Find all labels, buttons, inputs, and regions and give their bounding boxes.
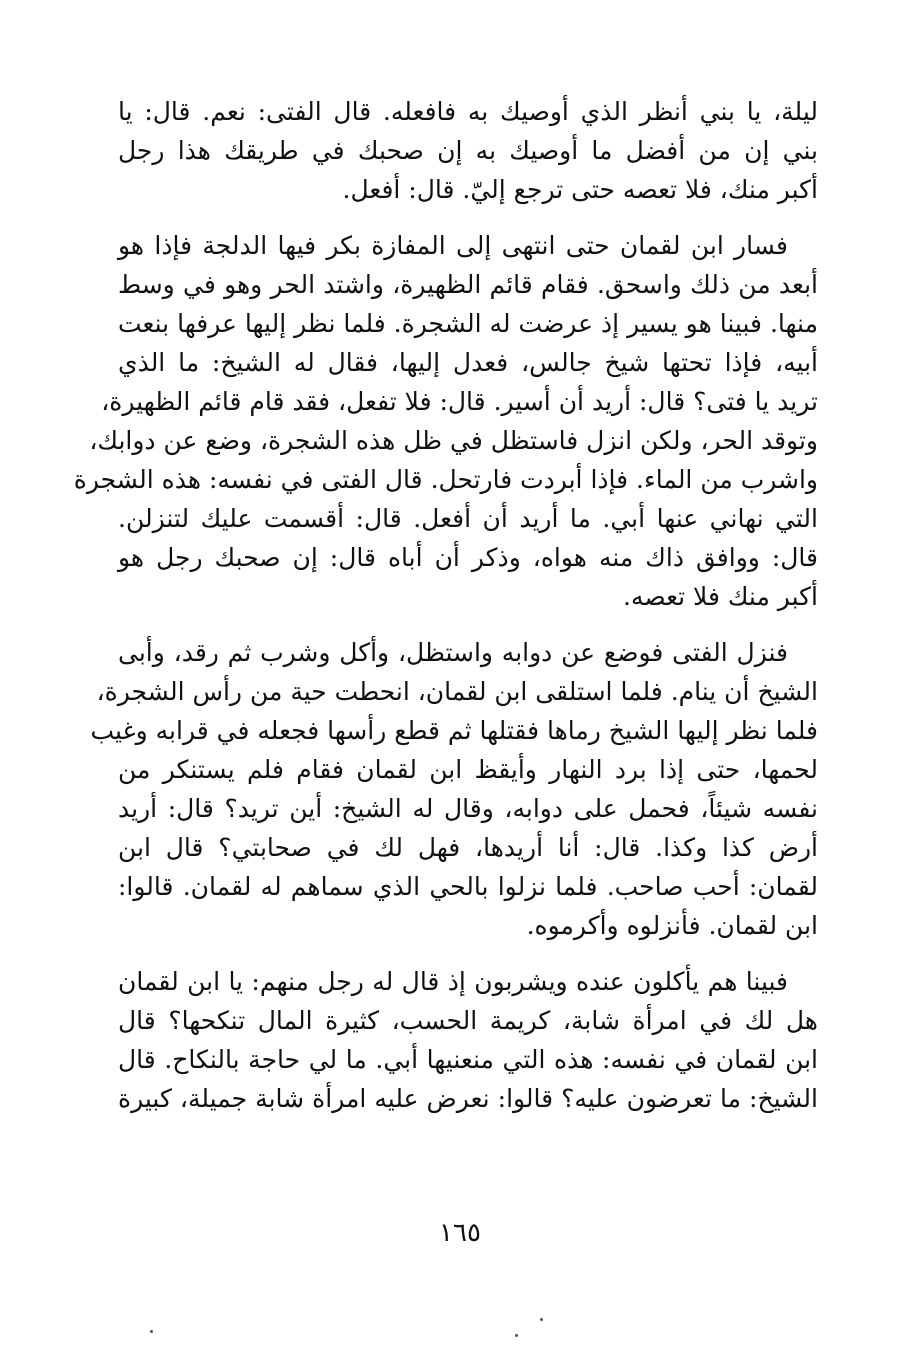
text-line: أبعد من ذلك واسحق. فقام قائم الظهيرة، واشتد الحر وهو في وسط (118, 270, 818, 299)
text-line: أكبر منك فلا تعصه. (623, 582, 818, 611)
paragraph-4 (118, 962, 818, 1118)
text-line: لقمان: أحب صاحب. فلما نزلوا بالحي الذي سماهم له لقمان. قالوا: (118, 872, 818, 901)
text-line: وتوقد الحر، ولكن انزل فاستظل في ظل هذه الشجرة، وضع عن دوابك، (89, 426, 818, 455)
scan-speck (150, 1330, 153, 1333)
paragraph-2 (73, 226, 818, 616)
text-line: تريد يا فتى؟ قال: أريد أن أسير. قال: فلا تفعل، فقد قام قائم الظهيرة، (101, 387, 818, 416)
text-line: منها. فبينا هو يسير إذ عرضت له الشجرة. فلما نظر إليها عرفها بنعت (118, 309, 818, 338)
body-text (73, 92, 818, 1135)
paragraph-1 (118, 92, 818, 209)
text-line: نفسه شيئاً، فحمل على دوابه، وقال له الشيخ: أين تريد؟ قال: أريد (118, 794, 818, 823)
text-line: هل لك في امرأة شابة، كريمة الحسب، كثيرة المال تنكحها؟ قال (118, 1006, 818, 1035)
text-line: بني إن من أفضل ما أوصيك به إن صحبك في طريقك هذا رجل (118, 136, 818, 165)
paragraph-3 (90, 633, 818, 945)
scan-speck (515, 1334, 518, 1337)
text-line: لحمها، حتى إذا برد النهار وأيقظ ابن لقمان فقام فلم يستنكر من (118, 755, 818, 784)
text-line: الشيخ: ما تعرضون عليه؟ قالوا: نعرض عليه امرأة شابة جميلة، كبيرة (118, 1084, 818, 1113)
text-line: ابن لقمان. فأنزلوه وأكرموه. (526, 911, 818, 940)
text-line: أكبر منك، فلا تعصه حتى ترجع إليّ. قال: أفعل. (342, 175, 818, 204)
text-line: أرض كذا وكذا. قال: أنا أريدها، فهل لك في صحابتي؟ قال ابن (118, 833, 818, 862)
text-line: قال: ووافق ذاك منه هواه، وذكر أن أباه قال: إن صحبك رجل هو (118, 543, 818, 572)
page-number: ١٦٥ (439, 1218, 481, 1248)
text-line: فسار ابن لقمان حتى انتهى إلى المفازة بكر فيها الدلجة فإذا هو (118, 231, 788, 260)
text-line: ليلة، يا بني أنظر الذي أوصيك به فافعله. قال الفتى: نعم. قال: يا (118, 97, 818, 126)
text-line: التي نهاني عنها أبي. ما أريد أن أفعل. قال: أقسمت عليك لتنزلن. (118, 504, 818, 533)
text-line: أبيه، فإذا تحتها شيخ جالس، فعدل إليها، فقال له الشيخ: ما الذي (118, 348, 818, 377)
text-line: ابن لقمان في نفسه: هذه التي منعنيها أبي. ما لي حاجة بالنكاح. قال (118, 1045, 818, 1074)
scan-speck (540, 1318, 543, 1321)
text-line: واشرب من الماء. فإذا أبردت فارتحل. قال الفتى في نفسه: هذه الشجرة (73, 465, 818, 494)
text-line: فنزل الفتى فوضع عن دوابه واستظل، وأكل وشرب ثم رقد، وأبى (118, 638, 788, 667)
text-line: الشيخ أن ينام. فلما استلقى ابن لقمان، انحطت حية من رأس الشجرة، (96, 677, 818, 706)
text-line: فلما نظر إليها الشيخ رماها فقتلها ثم قطع رأسها فجعله في قرابه وغيب (90, 716, 818, 745)
text-line: فبينا هم يأكلون عنده ويشربون إذ قال له رجل منهم: يا ابن لقمان (118, 967, 788, 996)
